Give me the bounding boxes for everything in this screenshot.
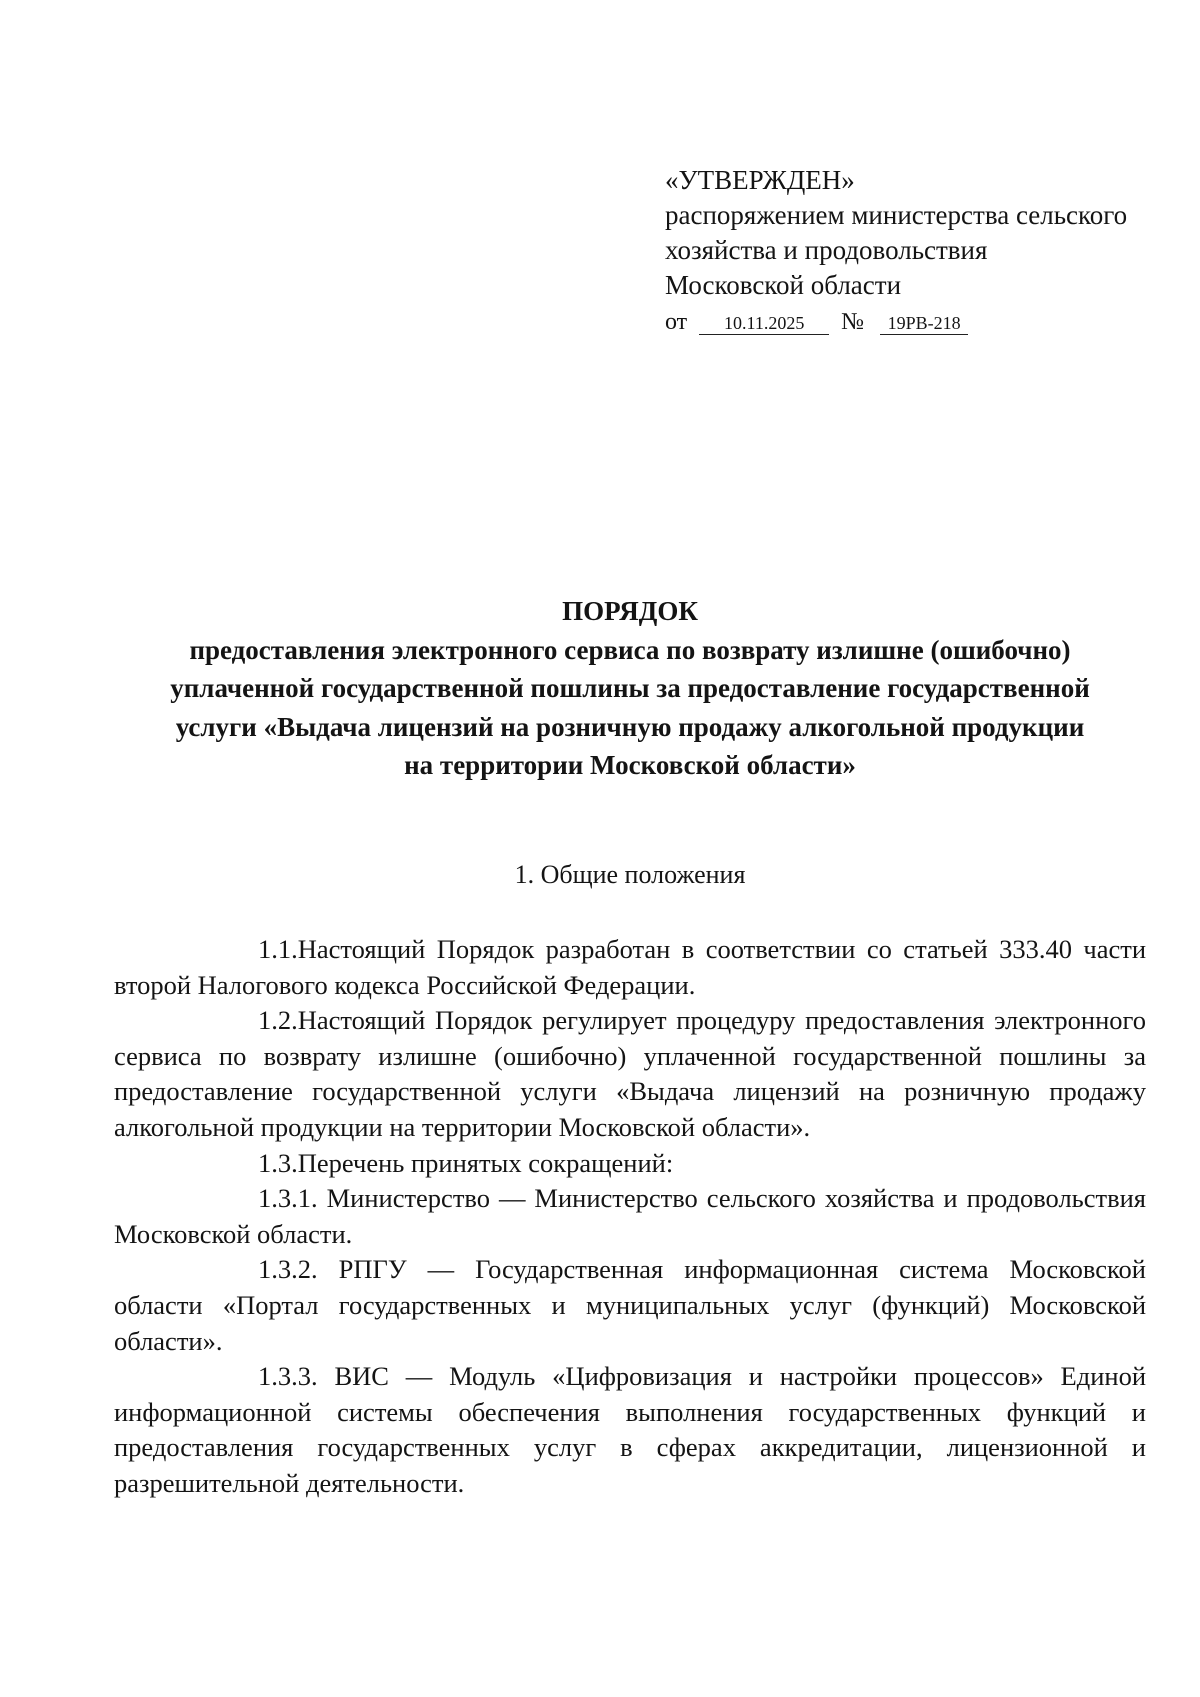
approval-number: 19РВ-218: [880, 312, 968, 335]
approval-line: хозяйства и продовольствия: [665, 235, 988, 265]
title-line: услуги «Выдача лицензий на розничную продажу алкогольной продукции: [175, 711, 1085, 742]
approval-stamp-block: [665, 163, 1165, 340]
paragraph-1-3: [114, 1146, 1146, 1182]
paragraph-number: 1.2.: [258, 1005, 298, 1036]
title-main: ПОРЯДОК: [562, 596, 698, 626]
paragraph-text: Настоящий Порядок регулирует процедуру предоставления электронного сервиса по возврату излишне (ошибочно) уплаченной государственной пошлины за предоставление государственной услуги «Выдача лицензий на розничную продажу алкогольной продукции на территории Московской области».: [114, 1005, 1146, 1142]
document-title: [100, 592, 1160, 785]
from-label: от: [665, 309, 688, 335]
paragraph-number: 1.3.2.: [258, 1254, 318, 1285]
paragraph-number: 1.3.: [258, 1147, 298, 1178]
paragraph-1-2: [114, 1003, 1146, 1145]
paragraph-number: 1.3.1.: [258, 1183, 318, 1214]
approval-line: Московской области: [665, 270, 902, 300]
approval-heading: «УТВЕРЖДЕН»: [665, 165, 855, 195]
paragraph-1-3-3: [114, 1359, 1146, 1501]
paragraph-text: Министерство — Министерство сельского хозяйства и продовольствия Московской области.: [114, 1183, 1146, 1249]
title-line: уплаченной государственной пошлины за предоставление государственной: [170, 673, 1090, 703]
document-body: [114, 932, 1146, 1502]
title-line: предоставления электронного сервиса по возврату излишне (ошибочно): [189, 634, 1071, 665]
paragraph-text: РПГУ — Государственная информационная система Московской области «Портал государственных и муниципальных услуг (функций) Московской области».: [114, 1254, 1146, 1356]
paragraph-1-3-1: [114, 1181, 1146, 1252]
paragraph-1-1: [114, 932, 1146, 1003]
paragraph-1-3-2: [114, 1252, 1146, 1359]
approval-line: распоряжением министерства сельского: [665, 200, 1128, 230]
section-heading: 1. Общие положения: [514, 860, 746, 889]
approval-date: 10.11.2025: [699, 312, 829, 335]
paragraph-number: 1.1.: [258, 934, 298, 964]
title-line: на территории Московской области»: [404, 750, 856, 780]
paragraph-number: 1.3.3.: [258, 1361, 318, 1392]
number-label: №: [841, 309, 865, 335]
paragraph-text: Настоящий Порядок разработан в соответствии со статьей 333.40 части второй Налогового кодекса Российской Федерации.: [114, 934, 1146, 1000]
paragraph-text: Перечень принятых сокращений:: [297, 1147, 674, 1178]
approval-date-number-line: [665, 305, 1165, 340]
paragraph-text: ВИС — Модуль «Цифровизация и настройки процессов» Единой информационной системы обеспечения выполнения государственных функций и предоставления государственных услуг в сферах аккредитации, лицензионной и разрешительной деятельности.: [114, 1361, 1146, 1498]
